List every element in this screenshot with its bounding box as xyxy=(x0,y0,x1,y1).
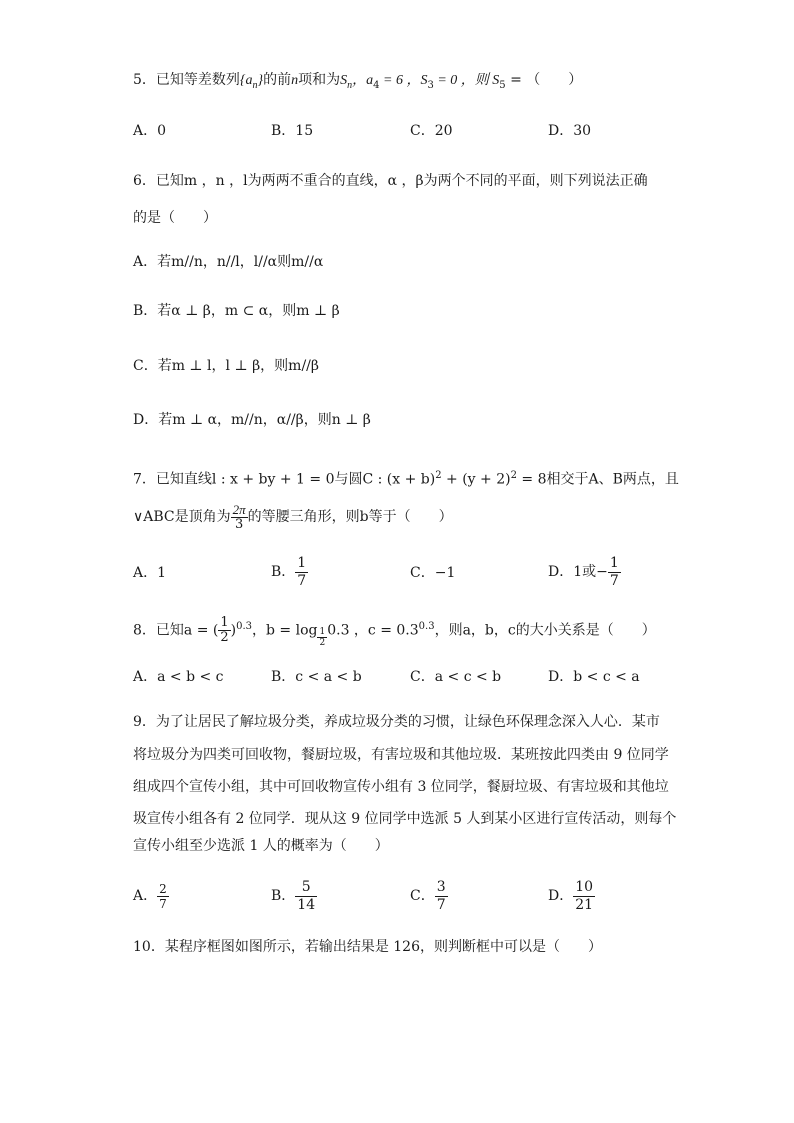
q7-option-b-label: B． xyxy=(271,564,296,580)
q7-option-d-label: D．1或− xyxy=(548,564,608,580)
q5-cond-a: ，a xyxy=(352,73,374,88)
q5-option-d: D．30 xyxy=(548,123,592,139)
q9-a-num: 2 xyxy=(159,881,167,896)
q8-option-a: A．a < b < c xyxy=(133,669,224,685)
q5-option-c: C．20 xyxy=(410,123,453,139)
q7-d-den: 7 xyxy=(609,572,619,589)
q9-b-num: 5 xyxy=(295,879,317,897)
q7-option-b xyxy=(271,550,308,594)
q9-a-den: 7 xyxy=(159,896,167,911)
q9-option-c xyxy=(410,874,448,918)
q7-stem-line1 xyxy=(133,466,679,490)
q7-frac-num: 2π xyxy=(232,501,246,517)
q5-cond-sub1: 4 xyxy=(373,79,380,91)
q5-text-c: 项和为 xyxy=(298,72,341,88)
q5-option-a: A．0 xyxy=(133,123,167,139)
q8-text-b: ) xyxy=(230,622,237,639)
q9-line-2: 将垃圾分为四类可回收物，餐厨垃圾，有害垃圾和其他垃圾．某班按此四类由 9 位同学 xyxy=(133,747,669,763)
q6-stem-line2: 的是（ ） xyxy=(133,210,217,226)
q9-line-1: 9．为了让居民了解垃圾分类，养成垃圾分类的习惯，让绿色环保理念深入人心．某市 xyxy=(133,714,660,730)
q9-option-c-fraction xyxy=(435,879,448,914)
q7-b-num: 1 xyxy=(297,554,307,571)
q9-b-den: 14 xyxy=(297,896,316,913)
q8-log-base xyxy=(317,627,327,648)
q9-c-num: 3 xyxy=(436,878,446,895)
q7-sup2: 2 xyxy=(510,470,517,481)
q9-option-d-fraction xyxy=(573,879,595,914)
q7-stem-line2 xyxy=(133,500,453,534)
q9-option-b xyxy=(271,874,317,918)
q9-option-a-label: A． xyxy=(133,888,158,904)
q7-b-den: 7 xyxy=(297,572,307,589)
q8-text-d: 0.3 ，c = 0.3 xyxy=(327,622,419,639)
q7-text-c: = 8相交于A、B两点，且 xyxy=(516,471,679,488)
q8-exp2: 0.3 xyxy=(418,621,435,632)
q7-angle-fraction xyxy=(231,503,248,532)
q6-option-d: D．若m ⊥ α，m//n，α//β，则n ⊥ β xyxy=(133,412,371,428)
q7-text-d: ∨ABC是顶角为 xyxy=(133,509,231,525)
q5-S: S xyxy=(340,73,348,88)
q9-option-b-label: B． xyxy=(271,888,296,904)
q7-text-e: 的等腰三角形，则b等于（ ） xyxy=(247,509,453,525)
q5-stem xyxy=(133,70,582,96)
q9-line-5: 宣传小组至少选派 1 人的概率为（ ） xyxy=(133,838,389,854)
q7-option-a: A．1 xyxy=(133,565,167,581)
q9-d-den: 21 xyxy=(575,896,594,913)
q9-d-num: 10 xyxy=(575,878,594,895)
q8-half-den: 2 xyxy=(220,630,229,646)
q9-option-a-fraction xyxy=(157,882,169,911)
q5-cond-b: = 6 ，S xyxy=(379,73,428,88)
q5-n: n xyxy=(291,73,299,88)
q7-sup1: 2 xyxy=(435,470,442,481)
q8-stem xyxy=(133,610,656,648)
q6-stem-line1: 6．已知m ，n ，l为两两不重合的直线，α ，β为两个不同的平面，则下列说法正确 xyxy=(133,173,648,189)
q8-exp1: 0.3 xyxy=(236,621,253,632)
q9-option-b-fraction xyxy=(295,879,317,914)
q7-option-c: C．−1 xyxy=(410,565,456,581)
q8-option-c: C．a < c < b xyxy=(410,669,502,685)
q7-d-num: 1 xyxy=(609,554,619,571)
q5-seq: {a xyxy=(239,73,253,88)
q5-cond-d: = （ ） xyxy=(505,72,583,88)
q5-cond-sub3: 5 xyxy=(499,79,506,91)
q9-option-a xyxy=(133,874,169,918)
q8-text-c: ，b = log xyxy=(252,622,318,639)
q7-text-b: + (y + 2) xyxy=(441,471,511,488)
q7-text-a: 7．已知直线l : x + by + 1 = 0与圆C : (x + b) xyxy=(133,471,436,488)
q5-S-sub: n xyxy=(347,79,353,91)
q8-log-num: 1 xyxy=(319,626,326,637)
q5-seq-sub: n xyxy=(252,79,258,91)
q7-option-d xyxy=(548,550,621,594)
q5-cond-sub2: 3 xyxy=(427,79,434,91)
q6-option-a: A．若m//n，n//l，l//α则m//α xyxy=(133,254,324,270)
q5-seq-close: } xyxy=(257,73,264,88)
q5-cond-c: = 0 ，则 S xyxy=(433,73,500,88)
q6-option-b: B．若α ⊥ β，m ⊂ α，则m ⊥ β xyxy=(133,303,340,319)
q8-option-d: D．b < c < a xyxy=(548,669,640,685)
q7-option-d-fraction xyxy=(608,555,621,590)
q8-option-b: B．c < a < b xyxy=(271,669,362,685)
q5-text-a: 5．已知等差数列 xyxy=(133,72,240,88)
q5-text-b: 的前 xyxy=(263,72,292,88)
q9-line-4: 圾宣传小组各有 2 位同学．现从这 9 位同学中选派 5 人到某小区进行宣传活动，则每个 xyxy=(133,811,677,827)
q9-option-d-label: D． xyxy=(548,888,574,904)
q10-stem: 10．某程序框图如图所示，若输出结果是 126，则判断框中可以是（ ） xyxy=(133,939,602,955)
q8-half-num: 1 xyxy=(220,615,229,631)
q6-option-c: C．若m ⊥ l，l ⊥ β，则m//β xyxy=(133,358,319,374)
q8-text-e: ，则a，b，c的大小关系是（ ） xyxy=(434,622,656,639)
q8-log-den: 2 xyxy=(319,637,326,648)
q9-option-d xyxy=(548,874,595,918)
q5-option-b: B．15 xyxy=(271,123,314,139)
q7-frac-den: 3 xyxy=(234,516,244,532)
q9-option-c-label: C． xyxy=(410,888,435,904)
q7-option-b-fraction xyxy=(295,555,308,590)
q9-line-3: 组成四个宣传小组，其中可回收物宣传小组有 3 位同学，餐厨垃圾、有害垃圾和其他垃 xyxy=(133,779,669,795)
q9-c-den: 7 xyxy=(436,896,446,913)
q8-text-a: 8．已知a = ( xyxy=(133,622,219,639)
q8-half-fraction xyxy=(218,616,230,645)
